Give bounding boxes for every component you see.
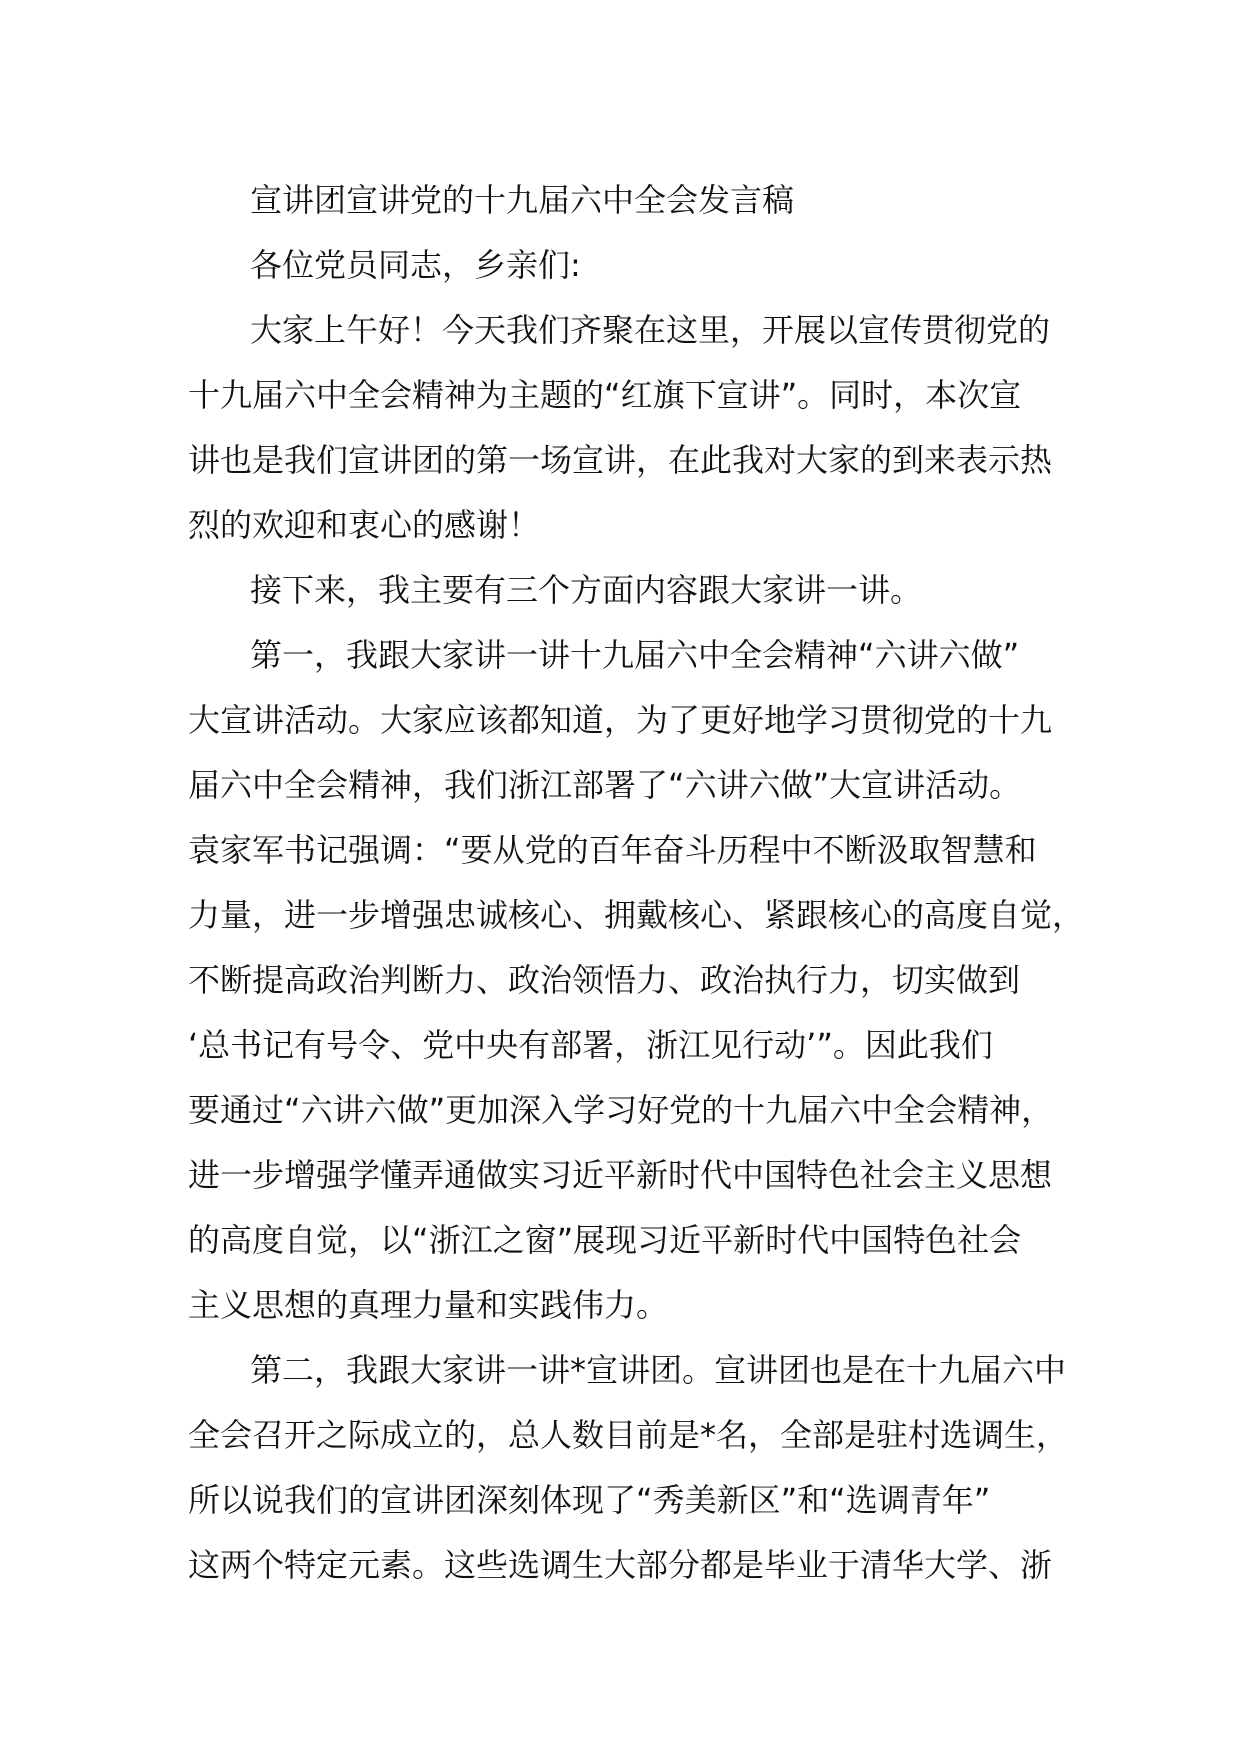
document-body [188,168,1088,1598]
paragraph-line: 第一，我跟大家讲一讲十九届六中全会精神“六讲六做” [250,636,1020,674]
paragraph-line: 全会召开之际成立的，总人数目前是*名，全部是驻村选调生， [188,1416,1069,1454]
paragraph-line: 讲也是我们宣讲团的第一场宣讲，在此我对大家的到来表示热 [188,441,1053,479]
paragraph-line: 烈的欢迎和衷心的感谢！ [188,506,541,544]
paragraph-line: 力量，进一步增强忠诚核心、拥戴核心、紧跟核心的高度自觉， [188,896,1085,934]
salutation-line: 各位党员同志，乡亲们: [250,246,581,284]
paragraph-line: 十九届六中全会精神为主题的“红旗下宣讲”。同时，本次宣 [188,376,1022,414]
document-title: 宣讲团宣讲党的十九届六中全会发言稿 [250,181,795,219]
paragraph-line: 所以说我们的宣讲团深刻体现了“秀美新区”和“选调青年” [188,1481,991,1519]
paragraph-line: ‘总书记有号令、党中央有部署，浙江见行动’”。因此我们 [188,1026,993,1064]
paragraph-line: 接下来，我主要有三个方面内容跟大家讲一讲。 [250,571,923,609]
paragraph-line: 袁家军书记强调：“要从党的百年奋斗历程中不断汲取智慧和 [188,831,1037,869]
paragraph-line: 这两个特定元素。这些选调生大部分都是毕业于清华大学、浙 [188,1546,1053,1584]
paragraph-line: 第二，我跟大家讲一讲*宣讲团。宣讲团也是在十九届六中 [250,1351,1067,1389]
paragraph-line: 要通过“六讲六做”更加深入学习好党的十九届六中全会精神， [188,1091,1054,1129]
paragraph-line: 大宣讲活动。大家应该都知道，为了更好地学习贯彻党的十九 [188,701,1053,739]
paragraph-line: 不断提高政治判断力、政治领悟力、政治执行力，切实做到 [188,961,1021,999]
paragraph-line: 主义思想的真理力量和实践伟力。 [188,1286,669,1324]
paragraph-line: 进一步增强学懂弄通做实习近平新时代中国特色社会主义思想 [188,1156,1053,1194]
paragraph-line: 大家上午好！今天我们齐聚在这里，开展以宣传贯彻党的 [250,311,1051,349]
paragraph-line: 的高度自觉，以“浙江之窗”展现习近平新时代中国特色社会 [188,1221,1022,1259]
paragraph-line: 届六中全会精神，我们浙江部署了“六讲六做”大宣讲活动。 [188,766,1022,804]
